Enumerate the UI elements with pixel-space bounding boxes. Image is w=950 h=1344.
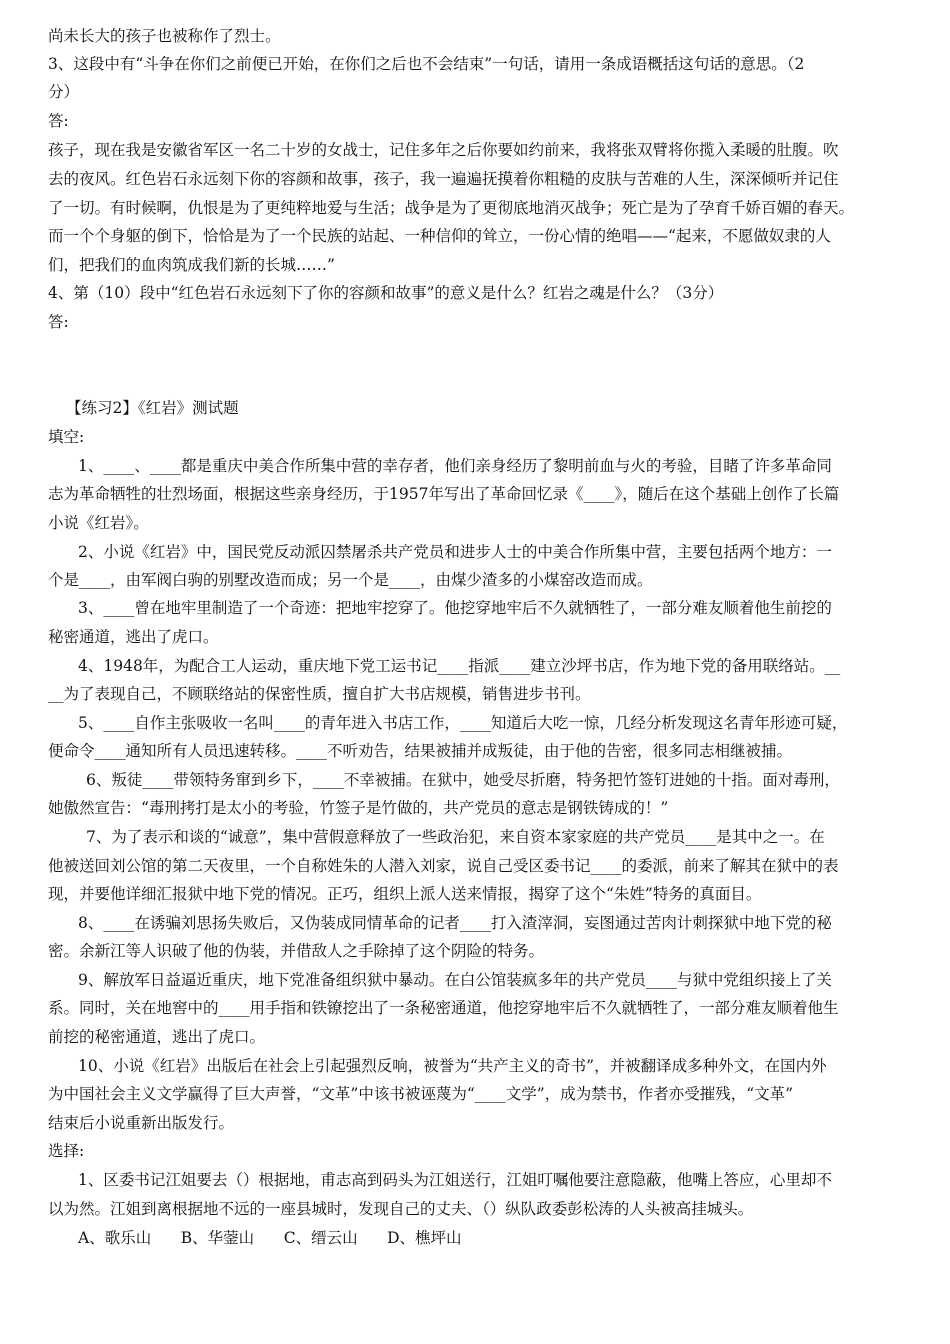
passage-line: 而一个个身躯的倒下，恰恰是为了一个民族的站起、一种信仰的耸立，一份心情的绝唱——“起来，不愿做奴隶的人: [48, 227, 831, 245]
fill-item-8-cont: 密。余新江等人识破了他的伪装，并借敌人之手除掉了这个阴险的特务。: [48, 942, 545, 960]
fill-item-1-cont: 志为革命牺牲的壮烈场面，根据这些亲身经历，于1957年写出了革命回忆录《____》，随后在这个基础上创作了长篇: [48, 485, 840, 503]
fill-item-4: 4、1948年，为配合工人运动，重庆地下党工运书记____指派____建立沙坪书店，作为地下党的备用联络站。__: [78, 657, 841, 675]
fill-item-6-cont: 她傲然宣告：“毒刑拷打是太小的考验，竹签子是竹做的，共产党员的意志是钢铁铸成的！”: [48, 799, 669, 817]
choice-item-1: 1、区委书记江姐要去（）根据地，甫志高到码头为江姐送行，江姐叮嘱他要注意隐蔽，他嘴上答应，心里却不: [78, 1171, 832, 1189]
fill-item-6: 6、叛徒____带领特务窜到乡下，____不幸被捕。在狱中，她受尽折磨，特务把竹签钉进她的十指。面对毒刑，: [86, 771, 840, 789]
question-4: 4、第（10）段中“红色岩石永远刻下了你的容颜和故事”的意义是什么？红岩之魂是什么？（3分）: [48, 284, 724, 302]
answer-label: 答:: [48, 313, 69, 331]
fill-item-2: 2、小说《红岩》中，国民党反动派囚禁屠杀共产党员和进步人士的中美合作所集中营，主要包括两个地方：一: [78, 543, 832, 561]
passage-line: 去的夜风。红色岩石永远刻下你的容颜和故事，孩子，我一遍遍抚摸着你粗糙的皮肤与苦难的人生，深深倾听并记住: [48, 170, 839, 188]
fill-item-7-cont: 他被送回刘公馆的第二天夜里，一个自称姓朱的人潜入刘家，说自己受区委书记____的委派，前来了解其在狱中的表: [48, 857, 839, 875]
fill-item-2-cont: 个是____，由军阀白驹的别墅改造而成；另一个是____，由煤少渣多的小煤窑改造而成。: [48, 571, 653, 589]
fill-item-3-cont: 秘密通道，逃出了虎口。: [48, 628, 219, 646]
fill-item-3: 3、____曾在地牢里制造了一个奇迹：把地牢挖穿了。他挖穿地牢后不久就牺牲了，一部分难友顺着他生前挖的: [78, 599, 832, 617]
fill-item-9-cont: 前挖的秘密通道，逃出了虎口。: [48, 1028, 266, 1046]
fill-item-4-cont: __为了表现自己，不顾联络站的保密性质，擅自扩大书店规模，销售进步书刊。: [48, 685, 591, 703]
fill-item-1-cont: 小说《红岩》。: [48, 514, 149, 532]
fill-item-9-cont: 系。同时，关在地窖中的____用手指和铁镣挖出了一条秘密通道，他挖穿地牢后不久就牺牲了，一部分难友顺着他生: [48, 999, 839, 1017]
choice-item-1-cont: 以为然。江姐到离根据地不远的一座县城时，发现自己的丈夫、（）纵队政委彭松涛的人头被高挂城头。: [48, 1200, 754, 1218]
choice-options: A、歌乐山 B、华蓥山 C、缙云山 D、樵坪山: [78, 1229, 462, 1247]
fill-item-1: 1、____、____都是重庆中美合作所集中营的幸存者，他们亲身经历了黎明前血与火的考验，目睹了许多革命同: [78, 457, 832, 475]
fill-item-10-cont: 结束后小说重新出版发行。: [48, 1114, 235, 1132]
choice-label: 选择:: [48, 1142, 85, 1160]
fill-label: 填空:: [48, 428, 85, 446]
fill-item-9: 9、解放军日益逼近重庆，地下党准备组织狱中暴动。在白公馆装疯多年的共产党员____与狱中党组织接上了关: [78, 971, 832, 989]
text-line: 尚未长大的孩子也被称作了烈士。: [48, 27, 281, 45]
fill-item-8: 8、____在诱骗刘思扬失败后，又伪装成同情革命的记者____打入渣滓洞，妄图通过苦肉计刺探狱中地下党的秘: [78, 914, 832, 932]
fill-item-5-cont: 便命令____通知所有人员迅速转移。____不听劝告，结果被捕并成叛徒，由于他的告密，很多同志相继被捕。: [48, 742, 793, 760]
passage-line: 们，把我们的血肉筑成我们新的长城……”: [48, 256, 335, 274]
passage-line: 了一切。有时候啊，仇恨是为了更纯粹地爱与生活；战争是为了更彻底地消灭战争；死亡是为了孕育千娇百媚的春天。: [48, 199, 855, 217]
fill-item-7-cont: 现，并要他详细汇报狱中地下党的情况。正巧，组织上派人送来情报，揭穿了这个“朱姓”特务的真面目。: [48, 885, 762, 903]
passage-line: 孩子，现在我是安徽省军区一名二十岁的女战士，记住多年之后你要如约前来，我将张双臂将你揽入柔暖的肚腹。吹: [48, 141, 839, 159]
fill-item-10-cont: 为中国社会主义文学赢得了巨大声誉，“文革”中该书被诬蔑为“____文学”，成为禁书，作者亦受摧残，“文革”: [48, 1085, 794, 1103]
fill-item-5: 5、____自作主张吸收一名叫____的青年进入书店工作，____知道后大吃一惊，几经分析发现这名青年形迹可疑，: [78, 714, 848, 732]
question-3: 3、这段中有“斗争在你们之前便已开始，在你们之后也不会结束”一句话，请用一条成语概括这句话的意思。（2: [48, 55, 805, 73]
answer-label: 答:: [48, 112, 69, 130]
fill-item-10: 10、小说《红岩》出版后在社会上引起强烈反响，被誉为“共产主义的奇书”，并被翻译成多种外文，在国内外: [78, 1057, 827, 1075]
fill-item-7: 7、为了表示和谈的“诚意”，集中营假意释放了一些政治犯，来自资本家家庭的共产党员____是其中之一。在: [86, 828, 825, 846]
question-3-points: 分）: [48, 83, 80, 101]
section-title: 【练习2】《红岩》测试题: [66, 399, 239, 417]
